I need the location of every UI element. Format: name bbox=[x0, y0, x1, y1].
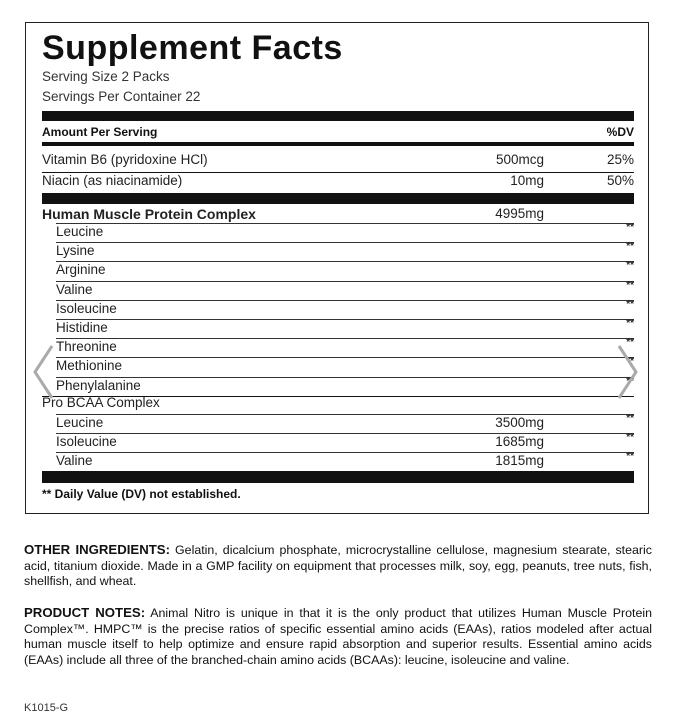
complex-name: Human Muscle Protein Complex bbox=[42, 206, 256, 222]
nutrient-dv: 25% bbox=[606, 152, 634, 167]
amino-name: Valine bbox=[56, 281, 93, 297]
bcaa-item-row bbox=[42, 453, 634, 471]
amino-name: Leucine bbox=[56, 415, 104, 430]
serving-size: Serving Size 2 Packs bbox=[42, 69, 170, 84]
complex-item-row bbox=[42, 298, 634, 319]
chevron-left-icon[interactable] bbox=[30, 342, 56, 402]
amino-dv: ** bbox=[626, 298, 634, 310]
amino-dv: ** bbox=[626, 375, 634, 387]
footnote: ** Daily Value (DV) not established. bbox=[42, 487, 241, 501]
complex-item-row bbox=[42, 339, 634, 357]
other-ingredients-text: Gelatin, dicalcium phosphate, microcrystalline cellulose, magnesium stearate, stearic acid, titanium dioxide. Made in a GMP facility on equipment that processes milk, soy, egg, peanuts, tree nuts, fish, shellfish, and wheat. bbox=[24, 543, 652, 588]
amount-per-serving-label: Amount Per Serving bbox=[42, 125, 158, 139]
other-ingredients bbox=[24, 542, 652, 590]
amino-name: Isoleucine bbox=[56, 300, 117, 316]
product-notes bbox=[24, 605, 652, 668]
supplement-facts-panel bbox=[25, 22, 649, 514]
amino-dv: ** bbox=[626, 260, 634, 272]
nutrient-name: Niacin (as niacinamide) bbox=[42, 173, 183, 188]
amino-name: Histidine bbox=[56, 320, 108, 335]
page-title: Supplement Facts bbox=[42, 29, 343, 67]
amino-name: Phenylalanine bbox=[56, 377, 141, 393]
other-ingredients-label: OTHER INGREDIENTS: bbox=[24, 542, 170, 557]
nutrient-amount: 500mcg bbox=[495, 152, 544, 167]
product-code: K1015-G bbox=[24, 702, 69, 714]
dv-label: %DV bbox=[606, 125, 634, 139]
bcaa-item-row bbox=[42, 434, 634, 452]
product-notes-text: Animal Nitro is unique in that it is the only product that utilizes Human Muscle Protein Complex™. HMPC™ is the precise ratios of specific essential amino acids (EAAs), ratios modeled after actual human muscle itself to help optimize and ensure rapid absorption and superior results. Essential amino acids (EAAs) include all three of the branched-chain amino acids (BCAAs): leucine, isoleucine and valine. bbox=[24, 606, 652, 667]
complex-item-row bbox=[42, 262, 634, 280]
amino-name: Methionine bbox=[56, 358, 123, 374]
complex-item-row bbox=[42, 375, 634, 396]
amount-header bbox=[42, 125, 634, 139]
bcaa-item-row bbox=[42, 415, 634, 433]
bcaa-name: Pro BCAA Complex bbox=[42, 395, 160, 410]
product-notes-label: PRODUCT NOTES: bbox=[24, 605, 146, 620]
amino-dv: ** bbox=[626, 318, 634, 329]
amino-dv: ** bbox=[626, 222, 634, 233]
bcaa-row bbox=[42, 395, 634, 413]
amino-dv: ** bbox=[626, 337, 634, 349]
nutrient-row bbox=[42, 173, 634, 191]
amino-amount: 1815mg bbox=[495, 453, 544, 469]
complex-item-row bbox=[42, 320, 634, 338]
thick-divider bbox=[42, 193, 634, 204]
amino-dv: ** bbox=[626, 413, 634, 424]
amino-dv: ** bbox=[626, 279, 634, 291]
complex-item-row bbox=[42, 224, 634, 242]
thick-divider bbox=[42, 111, 634, 121]
amino-name: Leucine bbox=[56, 224, 104, 239]
medium-divider bbox=[42, 142, 634, 146]
nutrient-amount: 10mg bbox=[510, 173, 544, 188]
complex-item-row bbox=[42, 243, 634, 261]
amino-amount: 3500mg bbox=[495, 415, 544, 430]
amino-name: Lysine bbox=[56, 243, 95, 259]
amino-dv: ** bbox=[626, 241, 634, 253]
nutrient-row bbox=[42, 152, 634, 170]
amino-dv: ** bbox=[626, 356, 634, 368]
complex-item-row bbox=[42, 358, 634, 376]
servings-per-container: Servings Per Container 22 bbox=[42, 89, 201, 104]
amino-name: Arginine bbox=[56, 262, 106, 278]
amino-name: Valine bbox=[56, 453, 93, 469]
amino-amount: 1685mg bbox=[495, 434, 544, 450]
thick-divider bbox=[42, 471, 634, 483]
chevron-right-icon[interactable] bbox=[615, 342, 641, 402]
complex-item-row bbox=[42, 279, 634, 300]
complex-row bbox=[42, 206, 634, 224]
nutrient-name: Vitamin B6 (pyridoxine HCl) bbox=[42, 152, 208, 167]
complex-amount: 4995mg bbox=[495, 206, 544, 221]
amino-name: Threonine bbox=[56, 339, 117, 355]
amino-name: Isoleucine bbox=[56, 434, 117, 450]
amino-dv: ** bbox=[626, 451, 634, 463]
amino-dv: ** bbox=[626, 432, 634, 444]
nutrient-dv: 50% bbox=[606, 173, 634, 188]
